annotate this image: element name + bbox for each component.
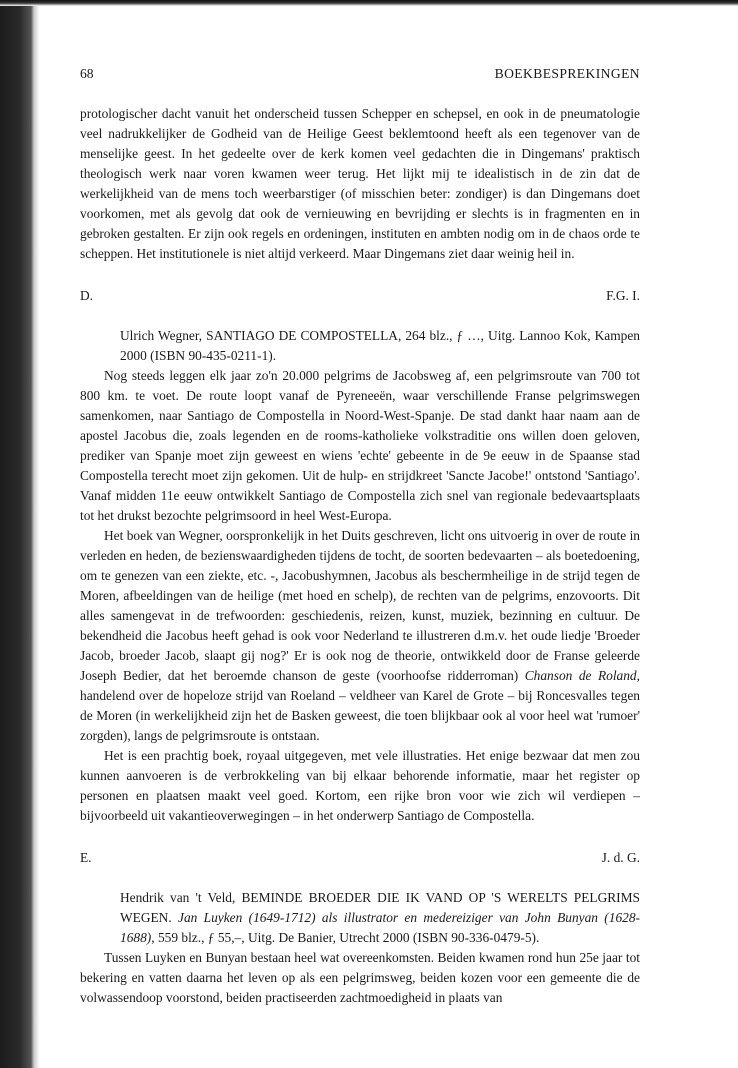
review-3-paragraph-1: Tussen Luyken en Bunyan bestaan heel wat overeenkomsten. Beiden kwamen rond hun 25e jaar tot bekering en vatten daarna het leven op als een pelgrimsweg, beiden kozen voor een gemeente die de volwassendoop voorstond, beiden practiseerden zachtmoedigheid in plaats van [80, 950, 640, 1005]
scan-shadow-left [0, 0, 40, 1068]
review-2-bibliography: Ulrich Wegner, SANTIAGO DE COMPOSTELLA, 264 blz., ƒ …, Uitg. Lannoo Kok, Kampen 2000 (ISBN 90-435-0211-1). [120, 328, 640, 363]
review-1-sig-left: D. [80, 288, 94, 303]
running-head [80, 64, 640, 84]
review-2-sig-left: E. [80, 850, 92, 865]
review-2-sig-right: J. d. G. [601, 850, 640, 865]
page-body [80, 58, 640, 1008]
review-2-signature [80, 848, 640, 868]
review-1-signature [80, 286, 640, 306]
review-1-sig-right: F.G. I. [606, 288, 640, 303]
review-2-paragraph-3: Het is een prachtig boek, royaal uitgegeven, met vele illustraties. Het enige bezwaar dat men zou kunnen aanvoeren is de verbrokkeling van bij elkaar behorende informatie, maar het register op personen en plaatsen maakt veel goed. Kortom, een rijke bron voor wie zich wil verdiepen – bijvoorbeeld uit vakantieoverwegingen – in het onderwerp Santiago de Compostella. [80, 748, 640, 823]
review-2-paragraph-2 [80, 526, 640, 746]
review-3-biblio-subtitle: Jan Luyken (1649-1712) als illustrator en medereiziger van John Bunyan (1628-1688) [120, 910, 640, 945]
review-3-biblio-part-b: , 559 blz., ƒ 55,–, Uitg. De Banier, Utrecht 2000 (ISBN 90-336-0479-5). [151, 930, 540, 945]
page-number: 68 [80, 66, 94, 81]
scan-shadow-top [0, 0, 738, 6]
review-3-bibliography [80, 888, 640, 948]
review-1-tail-paragraph: protologischer dacht vanuit het onderscheid tussen Schepper en schepsel, en ook in de pneumatologie veel nadrukkelijker de Godheid van de Heilige Geest beklemtoond heeft als een tegenover van de menselijke geest. In het gedeelte over de kerk komen veel gedachten die in Dingemans' praktisch theologisch werk naar voren kwamen weer terug. Het lijkt mij te idealistisch in de zin dat de werkelijkheid van de mens toch weerbarstiger (of misschien beter: zondiger) is dan Dingemans doet voorkomen, met als gevolg dat ook de vernieuwing en bevrijding er slechts is in fragmenten en in gebroken gestalten. Er zijn ook regels en ordeningen, instituten en ambten nodig om in de chaos orde te scheppen. Het institutionele is niet altijd verkeerd. Maar Dingemans ziet daar weinig heil in. [80, 106, 640, 261]
review-2-chanson-title: Chanson de Roland [524, 668, 637, 683]
review-2-paragraph-2-part-a: Het boek van Wegner, oorspronkelijk in het Duits geschreven, licht ons uitvoerig in over de route in verleden en heden, de bezienswaardigheden tijdens de tocht, de soorten bedevaarten – als boetedoening, om te genezen van een ziekte, etc. -, Jacobushymnen, Jacobus als beschermheilige in de strijd tegen de Moren, afbeeldingen van de heilige (met hoed en schelp), de rechten van de pelgrims, enzovoorts. Dit alles samengevat in de trefwoorden: geschiedenis, reizen, kunst, muziek, bezinning en cultuur. De bekendheid die Jacobus heeft gehad is ook voor Nederland te illustreren d.m.v. het oude liedje 'Broeder Jacob, broeder Jacob, slaapt gij nog?' Er is ook nog de theorie, ontwikkeld door de Franse geleerde Joseph Bedier, dat het beroemde chanson de geste (voorhoofse ridderroman) [80, 528, 640, 683]
review-2-paragraph-1: Nog steeds leggen elk jaar zo'n 20.000 pelgrims de Jacobsweg af, een pelgrimsroute van 700 tot 800 km. te voet. De route loopt vanaf de Pyreneeën, waar verschillende Franse pelgrimswegen samenkomen, naar Santiago de Compostella in Noord-West-Spanje. De stad dankt haar naam aan de apostel Jacobus die, zoals legenden en de rooms-katholieke volkstraditie ons willen doen geloven, prediker van Spanje moet zijn geweest en wiens 'echte' gebeente in de 9e eeuw in de Spaanse stad Compostella terecht moet zijn gekomen. Uit de hulp- en strijdkreet 'Sancte Jacobe!' ontstond 'Santiago'. Vanaf midden 11e eeuw ontwikkelt Santiago de Compostella zich snel van regionale bedevaartsplaats tot het drukst bezochte pelgrimsoord in heel West-Europa. [80, 368, 640, 523]
running-title: BOEKBESPREKINGEN [494, 66, 640, 81]
review-2-paragraph-2-part-b: , handelend over de hopeloze strijd van Roeland – veldheer van Karel de Grote – bij Roncesvalles tegen de Moren (in werkelijkheid zijn het de Basken geweest, die toen blijkbaar ook al voor heel wat 'rumoer' zorgden), langs de pelgrimsroute is ontstaan. [80, 668, 640, 743]
review-3-biblio-part-a: Hendrik van 't Veld, BEMINDE BROEDER DIE IK VAND OP 'S WERELTS PELGRIMS WEGEN. [120, 890, 640, 925]
